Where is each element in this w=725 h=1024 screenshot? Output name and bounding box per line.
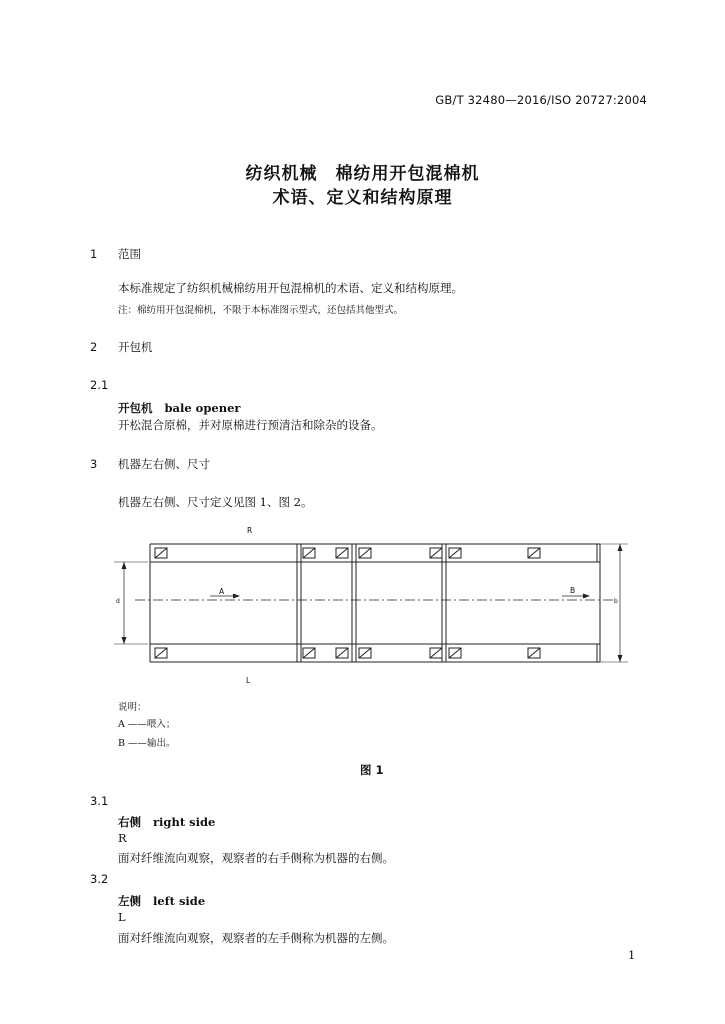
- term-bale-opener: [118, 397, 240, 416]
- hatch-line: [449, 648, 461, 658]
- figure-label-r: R: [247, 526, 253, 535]
- symbol-left-side: L: [118, 910, 126, 924]
- hatch-line: [336, 648, 348, 658]
- section-3-2-number: 3.2: [90, 872, 109, 886]
- wheel-blocks-bottom: [155, 648, 540, 658]
- arrow-head: [122, 637, 127, 644]
- dimension-b-label: b: [614, 598, 618, 605]
- legend-item-a: A ——喂入；: [118, 719, 176, 730]
- hatch-line: [449, 548, 461, 558]
- hatch-line: [359, 648, 371, 658]
- section-number: 1: [90, 247, 98, 261]
- term-en: right side: [153, 815, 216, 829]
- hatch-line: [336, 548, 348, 558]
- arrow-head: [122, 562, 127, 569]
- section-3-text: 机器左右侧、尺寸定义见图 1、图 2。: [118, 495, 313, 509]
- figure-label-a: A: [219, 587, 225, 596]
- section-title: 机器左右侧、尺寸: [118, 457, 210, 471]
- hatch-line: [155, 548, 167, 558]
- section-2-1-number: 2.1: [90, 378, 109, 392]
- machine-plan-diagram: [100, 536, 640, 676]
- figure-label-b: B: [570, 586, 576, 595]
- arrow-head: [618, 655, 623, 662]
- section-number: 3: [90, 457, 98, 471]
- section-3-1-number: 3.1: [90, 794, 109, 808]
- section-2-heading: [90, 339, 153, 355]
- legend-title: 说明：: [118, 702, 147, 713]
- term-en: bale opener: [164, 401, 241, 415]
- figure-caption: 图 1: [360, 763, 384, 777]
- dimension-d-label: d: [116, 598, 120, 605]
- page-subtitle: 术语、定义和结构原理: [272, 188, 453, 208]
- term-cn: 左侧: [118, 894, 141, 908]
- term-right-side: [118, 811, 215, 830]
- arrow-head: [618, 544, 623, 551]
- figure-label-l: L: [246, 676, 251, 685]
- definition-bale-opener: 开松混合原棉，并对原棉进行预清洁和除杂的设备。: [118, 418, 383, 432]
- section-1-heading: [90, 246, 141, 262]
- page-number: 1: [628, 948, 636, 962]
- hatch-line: [303, 548, 315, 558]
- definition-left-side: 面对纤维流向观察，观察者的左手侧称为机器的左侧。: [118, 931, 394, 945]
- term-left-side: [118, 890, 205, 909]
- term-cn: 开包机: [118, 401, 153, 415]
- section-number: 2: [90, 340, 98, 354]
- hatch-line: [359, 548, 371, 558]
- section-1-text: 本标准规定了纺织机械棉纺用开包混棉机的术语、定义和结构原理。: [118, 281, 463, 295]
- hatch-line: [430, 548, 442, 558]
- arrow-head: [233, 594, 240, 599]
- standard-number: GB/T 32480—2016/ISO 20727:2004: [435, 93, 647, 107]
- section-title: 范围: [118, 247, 141, 261]
- wheel-blocks-top: [155, 548, 540, 558]
- section-3-heading: [90, 456, 210, 472]
- term-cn: 右侧: [118, 815, 141, 829]
- arrow-head: [583, 594, 590, 599]
- definition-right-side: 面对纤维流向观察，观察者的右手侧称为机器的右侧。: [118, 851, 394, 865]
- hatch-line: [430, 648, 442, 658]
- section-title: 开包机: [118, 340, 153, 354]
- section-1-note: 注：棉纺用开包混棉机，不限于本标准图示型式，还包括其他型式。: [118, 305, 404, 316]
- hatch-line: [528, 548, 540, 558]
- page-title: 纺织机械 棉纺用开包混棉机: [245, 164, 480, 184]
- hatch-line: [528, 648, 540, 658]
- hatch-line: [155, 648, 167, 658]
- symbol-right-side: R: [118, 831, 127, 845]
- hatch-line: [303, 648, 315, 658]
- term-en: left side: [153, 894, 206, 908]
- legend-item-b: B ——输出。: [118, 738, 176, 749]
